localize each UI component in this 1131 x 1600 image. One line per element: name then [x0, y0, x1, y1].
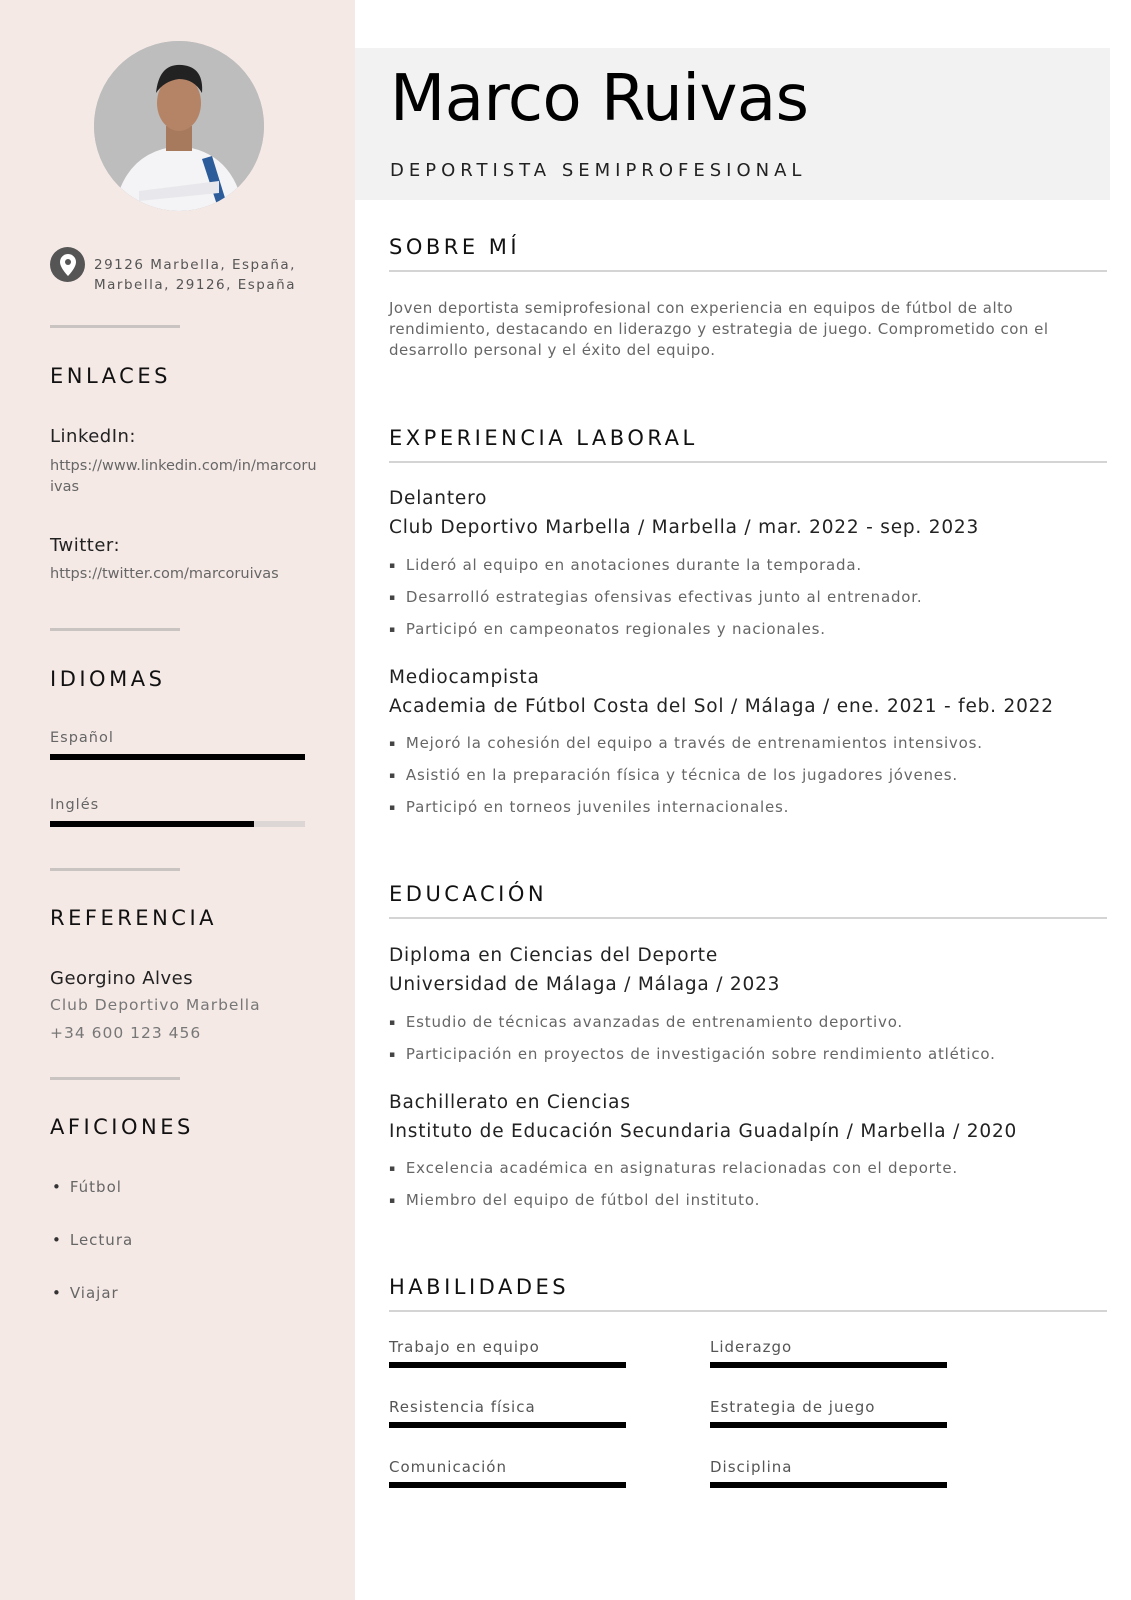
language-level-bar [50, 821, 305, 827]
skill-name: Disciplina [710, 1458, 793, 1476]
address [94, 255, 296, 295]
reference-name: Georgino Alves [50, 968, 194, 989]
skill-bar [710, 1422, 947, 1428]
address-line: 29126 Marbella, España, [94, 257, 296, 273]
profile-photo [94, 41, 264, 211]
degree-bullet: ▪ Excelencia académica en asignaturas relacionadas con el deporte. [389, 1159, 958, 1177]
reference-company: Club Deportivo Marbella [50, 996, 261, 1014]
skill-bar [710, 1362, 947, 1368]
address-line: Marbella, 29126, España [94, 277, 296, 293]
divider [50, 628, 180, 631]
job-bullet: ▪ Asistió en la preparación física y técnica de los jugadores jóvenes. [389, 766, 958, 784]
about-text: Joven deportista semiprofesional con experiencia en equipos de fútbol de alto rendimiento, destacando en liderazgo y estrategia de juego. Comprometido con el desarrollo personal y el éxito del equipo. [389, 299, 1049, 359]
skill-bar [389, 1362, 626, 1368]
reference-heading: REFERENCIA [50, 906, 217, 930]
linkedin-link[interactable]: https://www.linkedin.com/in/marcoruivas [50, 458, 317, 495]
hobby-item: • Fútbol [52, 1178, 122, 1196]
language-name: Inglés [50, 797, 100, 813]
divider [50, 868, 180, 871]
skill-name: Liderazgo [710, 1338, 793, 1356]
reference-phone: +34 600 123 456 [50, 1024, 202, 1042]
divider [389, 917, 1107, 919]
skill-bar [389, 1482, 626, 1488]
degree-title: Diploma en Ciencias del Deporte [389, 945, 719, 966]
language-name: Español [50, 730, 114, 746]
twitter-link[interactable]: https://twitter.com/marcoruivas [50, 566, 279, 582]
skills-heading: HABILIDADES [389, 1275, 570, 1299]
job-bullet: ▪ Participó en torneos juveniles internacionales. [389, 798, 789, 816]
divider [50, 1077, 180, 1080]
experience-heading: EXPERIENCIA LABORAL [389, 426, 698, 450]
twitter-label: Twitter: [50, 535, 121, 556]
language-level-fill [50, 754, 305, 760]
links-heading: ENLACES [50, 364, 171, 388]
language-level-bar [50, 754, 305, 760]
degree-detail: Universidad de Málaga / Málaga / 2023 [389, 974, 781, 995]
job-title: Mediocampista [389, 667, 540, 688]
candidate-name: Marco Ruivas [390, 62, 809, 136]
languages-heading: IDIOMAS [50, 667, 166, 691]
candidate-role: DEPORTISTA SEMIPROFESIONAL [390, 160, 807, 181]
job-bullet: ▪ Mejoró la cohesión del equipo a través de entrenamientos intensivos. [389, 734, 983, 752]
hobby-item: • Lectura [52, 1231, 133, 1249]
skill-name: Comunicación [389, 1458, 507, 1476]
skill-name: Trabajo en equipo [389, 1338, 540, 1356]
location-pin-icon [50, 247, 85, 282]
education-heading: EDUCACIÓN [389, 882, 548, 906]
skill-name: Resistencia física [389, 1398, 536, 1416]
job-title: Delantero [389, 488, 488, 509]
language-level-fill [50, 821, 254, 827]
degree-bullet: ▪ Estudio de técnicas avanzadas de entrenamiento deportivo. [389, 1013, 903, 1031]
divider [50, 325, 180, 328]
job-bullet: ▪ Participó en campeonatos regionales y nacionales. [389, 620, 826, 638]
job-bullet: ▪ Lideró al equipo en anotaciones durante la temporada. [389, 556, 862, 574]
divider [389, 1310, 1107, 1312]
skill-name: Estrategia de juego [710, 1398, 876, 1416]
degree-bullet: ▪ Miembro del equipo de fútbol del instituto. [389, 1191, 760, 1209]
job-detail: Club Deportivo Marbella / Marbella / mar. 2022 - sep. 2023 [389, 517, 980, 538]
skill-bar [389, 1422, 626, 1428]
hobby-item: • Viajar [52, 1284, 119, 1302]
skill-bar [710, 1482, 947, 1488]
degree-bullet: ▪ Participación en proyectos de investigación sobre rendimiento atlético. [389, 1045, 996, 1063]
job-detail: Academia de Fútbol Costa del Sol / Málaga / ene. 2021 - feb. 2022 [389, 696, 1054, 717]
degree-title: Bachillerato en Ciencias [389, 1092, 631, 1113]
job-bullet: ▪ Desarrolló estrategias ofensivas efectivas junto al entrenador. [389, 588, 922, 606]
linkedin-label: LinkedIn: [50, 426, 137, 447]
divider [389, 461, 1107, 463]
hobbies-heading: AFICIONES [50, 1115, 194, 1139]
degree-detail: Instituto de Educación Secundaria Guadalpín / Marbella / 2020 [389, 1121, 1018, 1142]
divider [389, 270, 1107, 272]
about-heading: SOBRE MÍ [389, 235, 521, 259]
